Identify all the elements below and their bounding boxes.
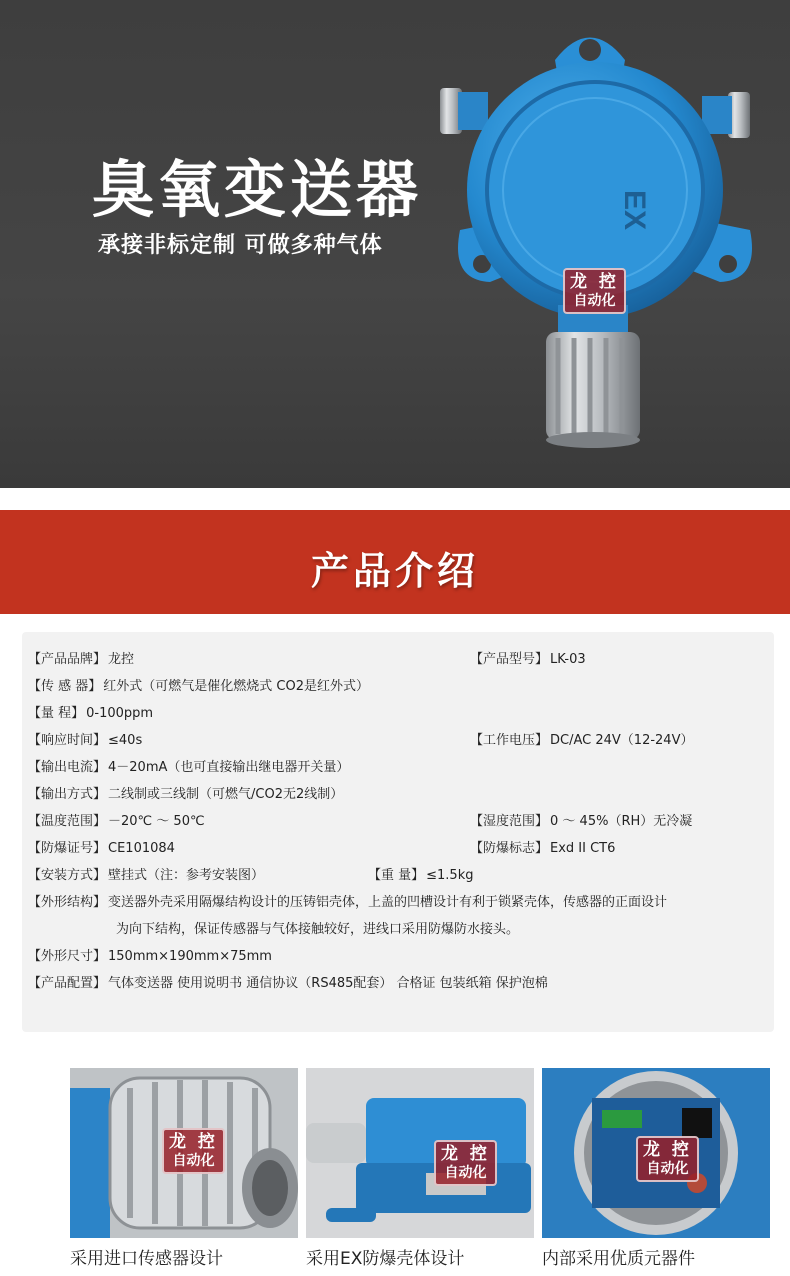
- spec-brand: 【产品品牌】 龙控: [28, 652, 135, 667]
- photo-sensor: [70, 1068, 298, 1238]
- section-banner: [0, 510, 790, 614]
- spec-humidity: 【湿度范围】 0 ～ 45%（RH）无冷凝: [470, 814, 693, 829]
- photo-stamp-3: 龙 控 自动化: [636, 1136, 699, 1182]
- spec-response: 【响应时间】 ≤40s: [28, 733, 143, 748]
- spec-temperature: 【温度范围】 －20℃ ～ 50℃: [28, 814, 205, 829]
- spec-cert: 【防爆证号】 CE101084: [28, 841, 175, 856]
- spec-range: 【量 程】 0-100ppm: [28, 706, 154, 721]
- spec-current: 【输出电流】 4－20mA（也可直接输出继电器开关量）: [28, 760, 350, 775]
- spec-structure: 【外形结构】 变送器外壳采用隔爆结构设计的压铸铝壳体，上盖的凹槽设计有利于锁紧壳体，传感器的正面设计: [28, 895, 668, 910]
- photo-stamp-1: 龙 控 自动化: [162, 1128, 225, 1174]
- photo-housing: [306, 1068, 534, 1238]
- brand-stamp: 龙 控 自动化: [563, 268, 626, 314]
- hero-title: 臭氧变送器: [92, 153, 423, 226]
- ex-housing-image: [306, 1068, 534, 1238]
- spec-structure-cont: 为向下结构，保证传感器与气体接触较好，进线口采用防爆防水接头。: [116, 922, 520, 937]
- spec-weight: 【重 量】 ≤1.5kg: [368, 868, 474, 883]
- photo-stamp-2: 龙 控 自动化: [434, 1140, 497, 1186]
- spec-model: 【产品型号】 LK-03: [470, 652, 586, 667]
- ozone-transmitter-image: [440, 20, 770, 460]
- spec-panel: [22, 632, 774, 1032]
- spec-ex-mark: 【防爆标志】 Exd II CT6: [470, 841, 616, 856]
- spec-config: 【产品配置】 气体变送器 使用说明书 通信协议（RS485配套） 合格证 包装纸箱 保护泡棉: [28, 976, 548, 991]
- spec-voltage: 【工作电压】 DC/AC 24V（12-24V）: [470, 733, 694, 748]
- hero-subtitle: 承接非标定制 可做多种气体: [98, 233, 383, 258]
- section-title: 产品介绍: [310, 549, 479, 593]
- photo-caption-3: 内部采用优质元器件: [542, 1249, 695, 1269]
- spec-install: 【安装方式】 壁挂式（注：参考安装图）: [28, 868, 265, 883]
- ex-mark: EX: [618, 190, 651, 231]
- photo-caption-1: 采用进口传感器设计: [70, 1249, 223, 1269]
- spec-output: 【输出方式】 二线制或三线制（可燃气/CO2无2线制）: [28, 787, 344, 802]
- hero-section: [0, 0, 790, 488]
- spec-sensor: 【传 感 器】 红外式（可燃气是催化燃烧式 CO2是红外式）: [28, 679, 369, 694]
- spec-size: 【外形尺寸】 150mm×190mm×75mm: [28, 949, 272, 964]
- photo-caption-2: 采用EX防爆壳体设计: [306, 1249, 465, 1269]
- photo-internal: [542, 1068, 770, 1238]
